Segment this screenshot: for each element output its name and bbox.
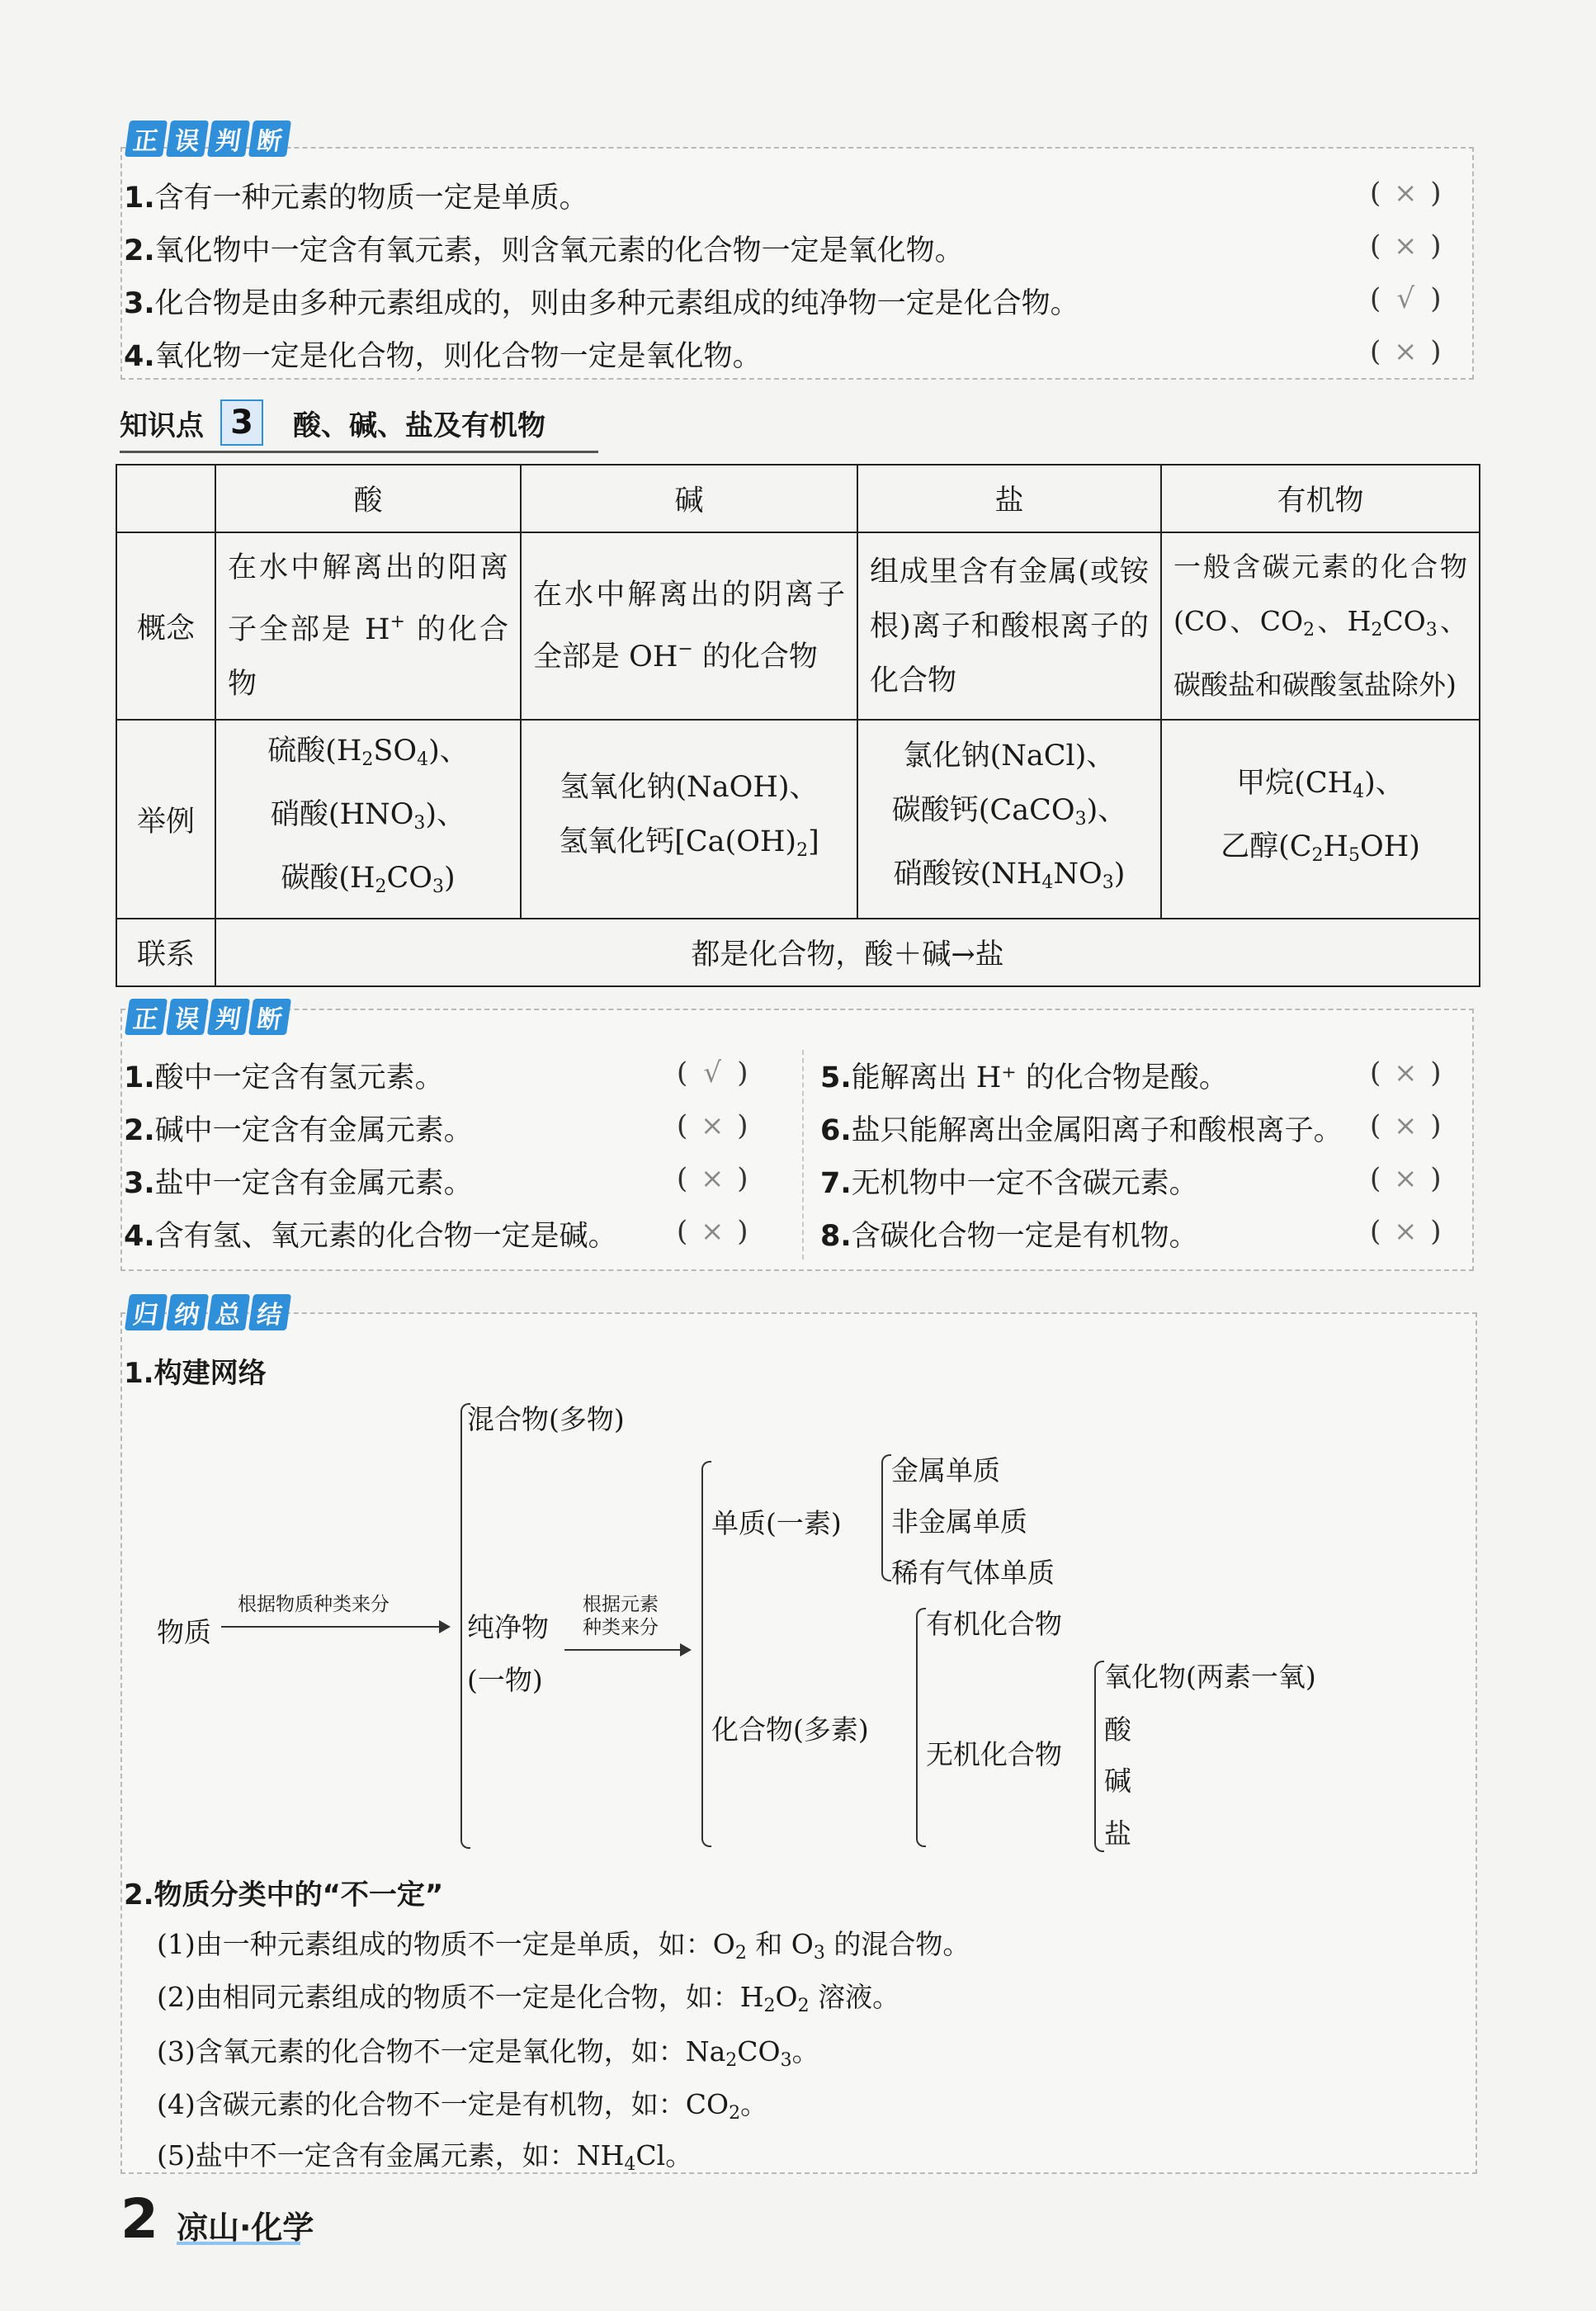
tag-char: 归 [125,1294,168,1330]
footer-title: 凉山·化学 [177,2209,314,2246]
judgment-item: 2.碱中一定含有金属元素。 [124,1114,473,1147]
uncertain-item: (5)盐中不一定含有金属元素，如：$NH_4Cl$。 [157,2139,693,2175]
judgment-item: 1.酸中一定含有氢元素。 [124,1061,444,1094]
judgment-item: 4.氧化物一定是化合物，则化合物一定是氧化物。 [124,340,762,373]
tag-char: 误 [166,999,209,1035]
kp-number-badge: 3 [220,399,263,446]
table-row-example [116,720,1480,919]
kp-title: 酸、碱、盐及有机物 [293,409,545,442]
knowledge-point-heading [120,399,545,446]
kp-underline [120,451,598,453]
table-cell: 甲烷$(CH_4)$、 乙醇$(C_2H_5OH)$ [1161,720,1480,919]
tag-char: 判 [207,121,250,157]
judgment-item: 5.能解离出 H⁺ 的化合物是酸。 [820,1061,1228,1094]
section-tag-3 [127,1294,289,1330]
tree-pure: 纯净物 [467,1611,549,1643]
tag-char: 纳 [166,1294,209,1330]
tag-char: 断 [248,999,291,1035]
table-header: 碱 [521,465,857,532]
brace-compound [916,1608,926,1847]
uncertain-item: (4)含碳元素的化合物不一定是有机物，如：$CO_2$。 [157,2088,768,2124]
judgment-mark: ( × ) [1370,1215,1442,1248]
brace-inorganic [1094,1661,1104,1852]
tag-char: 判 [207,999,250,1035]
table-row-link [116,919,1480,986]
table-header: 有机物 [1161,465,1480,532]
acid-base-salt-table [116,464,1480,987]
judgment-mark: ( × ) [1370,1109,1442,1142]
summary-heading-2: 2.物质分类中的“不一定” [124,1879,444,1912]
brace-level2 [701,1461,711,1847]
judgment-mark: ( × ) [1370,229,1442,262]
judgment-item: 6.盐只能解离出金属阳离子和酸根离子。 [820,1114,1343,1147]
arrow-2 [564,1649,690,1651]
table-cell: 在水中解离出的阴离子全部是 OH− 的化合物 [521,532,857,720]
tag-char: 误 [166,121,209,157]
tree-element-child: 金属单质 [891,1454,1000,1486]
footer-underline [177,2242,300,2245]
table-header: 盐 [857,465,1161,532]
judgment-item: 7.无机物中一定不含碳元素。 [820,1167,1198,1200]
tree-compound: 化合物(多素) [711,1713,869,1746]
judgment-mark: ( × ) [1370,335,1442,368]
table-header-row [116,465,1480,532]
judgment-item: 1.含有一种元素的物质一定是单质。 [124,182,588,215]
row-label-example: 举例 [116,720,215,919]
judgment-item: 4.含有氢、氧元素的化合物一定是碱。 [124,1220,617,1253]
tree-inorganic-child: 碱 [1104,1765,1131,1797]
column-divider [802,1050,804,1259]
judgment-mark: ( × ) [1370,1162,1442,1195]
tree-inorganic: 无机化合物 [926,1738,1062,1770]
row-label-concept: 概念 [116,532,215,720]
tree-pure-sub: (一物) [467,1664,543,1696]
table-corner [116,465,215,532]
uncertain-item: (1)由一种元素组成的物质不一定是单质，如：$O_2$ 和 $O_3$ 的混合物。 [157,1928,970,1964]
tree-root: 物质 [157,1616,211,1648]
section-tag-2 [127,999,289,1035]
table-header: 酸 [215,465,521,532]
judgment-item: 3.盐中一定含有金属元素。 [124,1167,473,1200]
tree-element-child: 非金属单质 [891,1505,1027,1538]
judgment-mark: ( × ) [677,1215,748,1248]
table-cell: 硫酸$(H_2SO_4)$、 硝酸$(HNO_3)$、 碳酸$(H_2CO_3)$ [215,720,521,919]
tag-char: 总 [207,1294,250,1330]
arrow-label-2b: 种类来分 [583,1617,659,1638]
arrow-1 [221,1626,449,1628]
table-row-concept [116,532,1480,720]
row-label-link: 联系 [116,919,215,986]
judgment-item: 3.化合物是由多种元素组成的，则由多种元素组成的纯净物一定是化合物。 [124,287,1079,320]
table-cell-link: 都是化合物，酸＋碱→盐 [215,919,1480,986]
tree-element: 单质(一素) [711,1507,842,1539]
table-cell: 组成里含有金属(或铵根)离子和酸根离子的化合物 [857,532,1161,720]
tree-mixture: 混合物(多物) [467,1403,625,1435]
section-tag-1 [127,121,289,157]
tree-inorganic-child: 盐 [1104,1817,1131,1850]
judgment-mark: ( × ) [677,1162,748,1195]
judgment-mark: ( × ) [1370,177,1442,210]
judgment-item: 2.氧化物中一定含有氧元素，则含氧元素的化合物一定是氧化物。 [124,234,964,267]
tag-char: 结 [248,1294,291,1330]
tag-char: 正 [125,999,168,1035]
judgment-item: 8.含碳化合物一定是有机物。 [820,1220,1198,1253]
judgment-mark: ( √ ) [677,1056,748,1089]
arrow-label-2a: 根据元素 [583,1594,659,1615]
judgment-mark: ( × ) [1370,1056,1442,1089]
table-cell: 氢氧化钠(NaOH)、 氢氧化钙$[Ca(OH)_2]$ [521,720,857,919]
page-number: 2 [120,2187,158,2251]
brace-element [881,1454,891,1581]
table-cell: 一般含碳元素的化合物(CO、$CO_2$、$H_2CO_3$、碳酸盐和碳酸氢盐除外) [1161,532,1480,720]
table-cell: 在水中解离出的阳离子全部是 H+ 的化合物 [215,532,521,720]
tree-inorganic-child: 氧化物(两素一氧) [1104,1661,1316,1693]
tag-char: 断 [248,121,291,157]
tag-char: 正 [125,121,168,157]
tree-element-child: 稀有气体单质 [891,1557,1055,1589]
table-cell: 氯化钠(NaCl)、 碳酸钙(CaCO$_3$)、 硝酸铵$(NH_4NO_3)$ [857,720,1161,919]
arrow-label-1: 根据物质种类来分 [238,1594,390,1615]
tree-inorganic-child: 酸 [1104,1713,1131,1746]
kp-label: 知识点 [120,409,204,442]
tree-organic: 有机化合物 [926,1608,1062,1640]
judgment-mark: ( √ ) [1370,282,1442,315]
summary-heading-1: 1.构建网络 [124,1357,267,1390]
uncertain-item: (3)含氧元素的化合物不一定是氧化物，如：$Na_2CO_3$。 [157,2035,819,2071]
judgment-mark: ( × ) [677,1109,748,1142]
uncertain-item: (2)由相同元素组成的物质不一定是化合物，如：$H_2O_2$ 溶液。 [157,1981,900,2016]
